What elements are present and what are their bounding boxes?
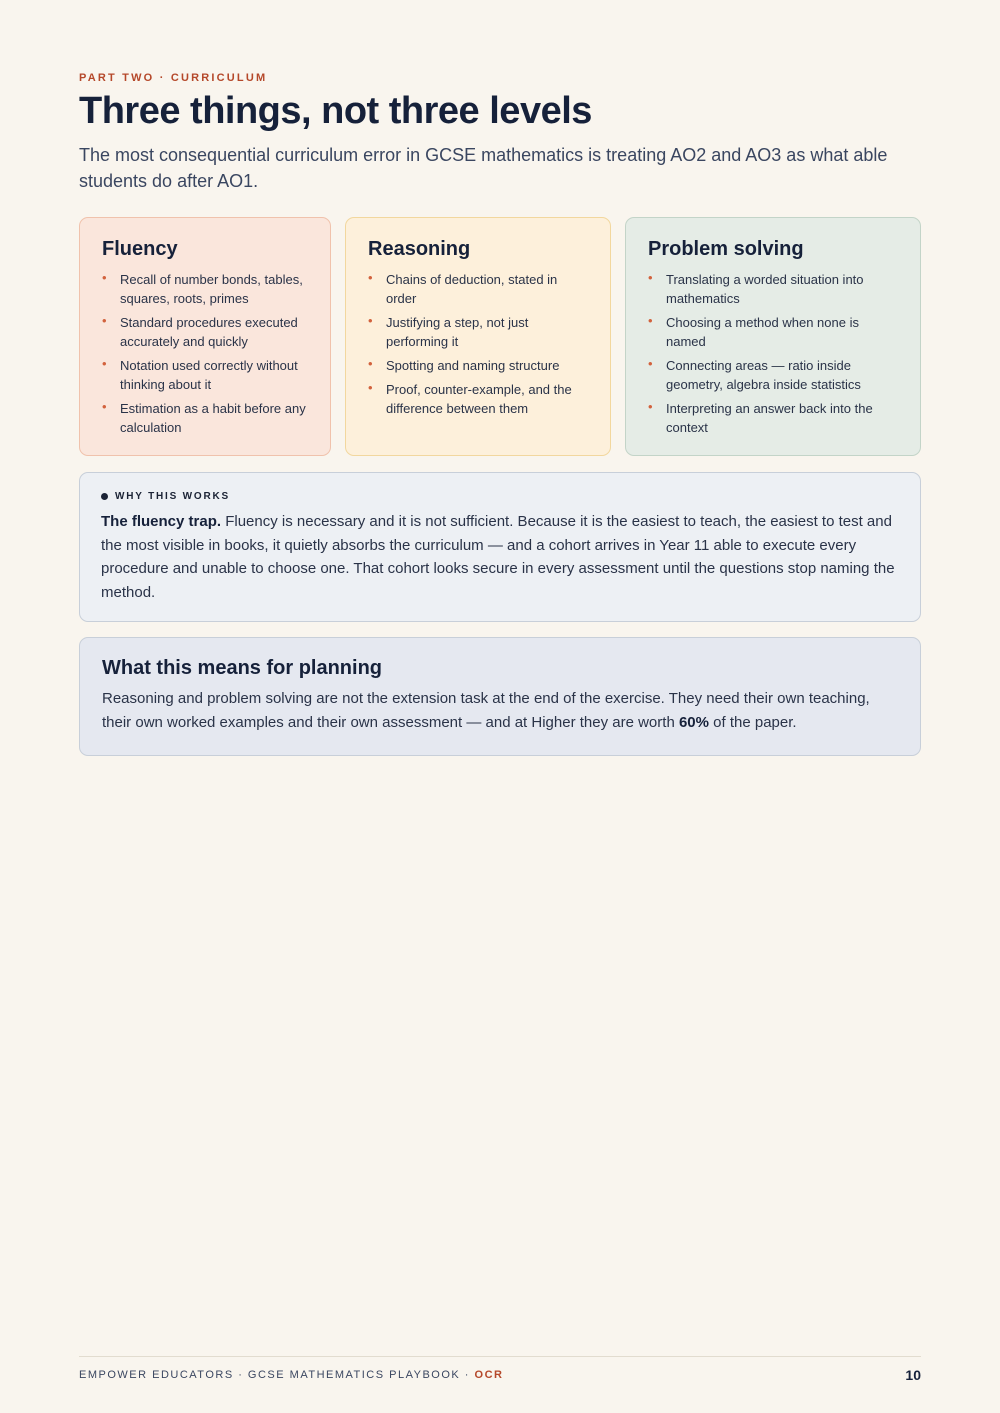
page-footer xyxy=(79,1367,921,1383)
exam-board-label: OCR xyxy=(474,1369,504,1381)
list-item: • Notation used correctly without thinking about it xyxy=(102,356,298,392)
bullet-icon: • xyxy=(102,356,107,371)
planning-body: Reasoning and problem solving are not the extension task at the end of the exercise. They need their own teaching, their own worked examples and their own assessment — and at Higher they are worth 60% of the paper. xyxy=(102,690,870,731)
bullet-icon: • xyxy=(368,380,373,395)
footer-divider xyxy=(79,1356,921,1357)
list-item: • Justifying a step, not just performing it xyxy=(368,313,529,349)
percentage-highlight: 60% xyxy=(678,713,709,731)
dot-icon xyxy=(101,493,108,500)
list-item: • Translating a worded situation into mathematics xyxy=(648,270,864,306)
planning-title: What this means for planning xyxy=(102,657,383,679)
bullet-icon: • xyxy=(368,313,373,328)
bullet-icon: • xyxy=(648,399,653,414)
card-title: Problem solving xyxy=(648,238,804,260)
bullet-icon: • xyxy=(368,270,373,285)
callout-lead: The fluency trap. xyxy=(101,513,222,530)
bullet-icon: • xyxy=(648,270,653,285)
card-problem-solving xyxy=(625,217,921,456)
card-fluency xyxy=(79,217,331,456)
bullet-icon: • xyxy=(648,313,653,328)
callout-label: WHY THIS WORKS xyxy=(101,491,899,502)
lede-paragraph: The most consequential curriculum error in GCSE mathematics is treating AO2 and AO3 as what able students do after AO1. xyxy=(79,145,888,191)
list-item: • Interpreting an answer back into the context xyxy=(648,399,873,435)
footer-publication: EMPOWER EDUCATORS · GCSE MATHEMATICS PLAYBOOK · OCR xyxy=(79,1369,504,1381)
page-title: Three things, not three levels xyxy=(79,90,592,132)
planning-box xyxy=(79,637,921,756)
card-list xyxy=(368,270,588,418)
list-item: • Connecting areas — ratio inside geometry, algebra inside statistics xyxy=(648,356,861,392)
strands-cards xyxy=(79,217,921,458)
list-item: • Recall of number bonds, tables, squares, roots, primes xyxy=(102,270,303,306)
bullet-icon: • xyxy=(102,313,107,328)
card-list xyxy=(648,270,898,437)
list-item: • Proof, counter-example, and the difference between them xyxy=(368,380,572,416)
card-title: Fluency xyxy=(102,238,178,260)
list-item: • Estimation as a habit before any calculation xyxy=(102,399,306,435)
card-title: Reasoning xyxy=(368,238,471,260)
card-reasoning xyxy=(345,217,611,456)
why-this-works-callout xyxy=(79,472,921,622)
bullet-icon: • xyxy=(368,356,373,371)
callout-body: The fluency trap. Fluency is necessary and it is not sufficient. Because it is the easiest to teach, the easiest to test and the most visible in books, it quietly absorbs the curriculum — and a cohort arrives in Year 11 able to execute every procedure and unable to choose one. That cohort looks secure in every assessment until the questions stop naming the method. xyxy=(101,513,895,601)
list-item: • Chains of deduction, stated in order xyxy=(368,270,558,306)
list-item: • Standard procedures executed accurately and quickly xyxy=(102,313,298,349)
card-list xyxy=(102,270,308,437)
list-item: • Choosing a method when none is named xyxy=(648,313,859,349)
bullet-icon: • xyxy=(648,356,653,371)
page-number: 10 xyxy=(905,1367,921,1383)
bullet-icon: • xyxy=(102,270,107,285)
list-item: • Spotting and naming structure xyxy=(368,356,560,373)
bullet-icon: • xyxy=(102,399,107,414)
section-kicker: PART TWO · CURRICULUM xyxy=(79,72,268,84)
